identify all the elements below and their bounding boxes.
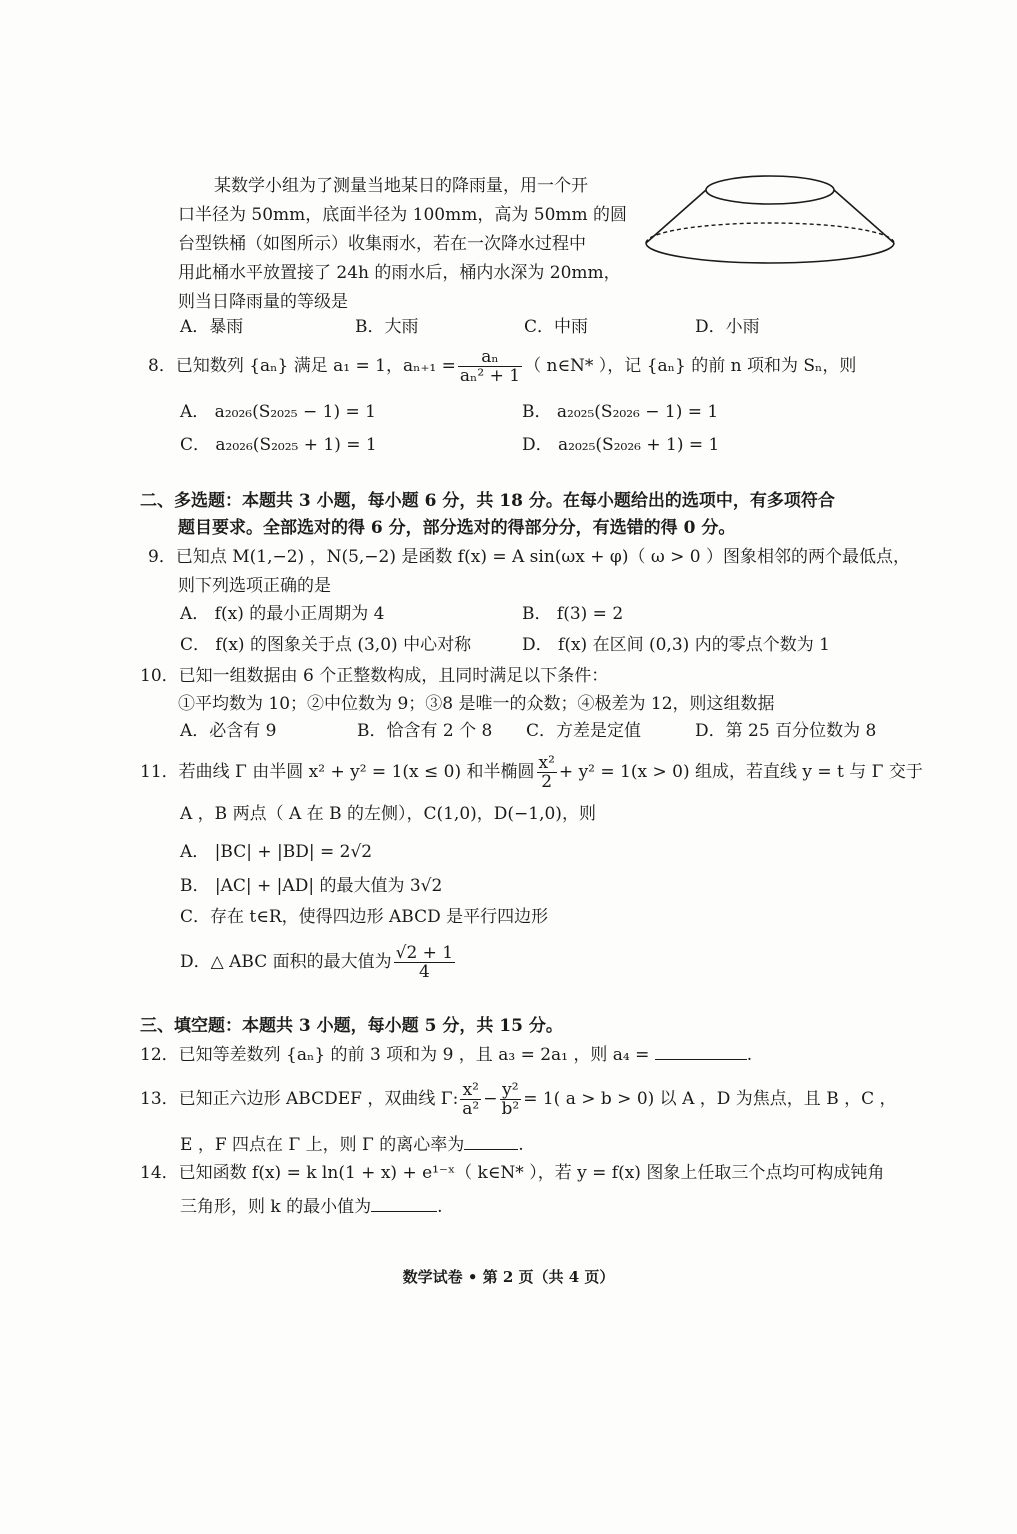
q10-option-c: C．方差是定值 — [526, 721, 642, 741]
frustum-bucket-figure — [640, 168, 900, 278]
section3-heading: 三、填空题：本题共 3 小题，每小题 5 分，共 15 分。 — [140, 1016, 563, 1036]
q10-option-b: B．恰含有 2 个 8 — [357, 721, 493, 741]
q12-line: 12．已知等差数列 {aₙ} 的前 3 项和为 9 ，且 a₃ = 2a₁ ，则 a₄ = . — [140, 1041, 752, 1069]
q7-stem-line-1: 某数学小组为了测量当地某日的降雨量，用一个开 — [214, 176, 588, 196]
q9-line-2: 则下列选项正确的是 — [178, 576, 331, 596]
q12-answer-blank — [655, 1041, 747, 1060]
q14-line-1: 14．已知函数 f(x) = k ln(1 + x) + e¹⁻ˣ（ k∈N* ），若 y = f(x) 图象上任取三个点均可构成钝角 — [140, 1163, 885, 1183]
q7-stem-line-5: 则当日降雨量的等级是 — [178, 292, 348, 312]
q7-option-b: B．大雨 — [355, 317, 419, 337]
q13-fraction-x: $\frac{\text{x²}}{\text{a²}}$ — [462, 1080, 480, 1119]
section2-heading-line-2: 题目要求。全部选对的得 6 分，部分选对的得部分分，有选错的得 0 分。 — [178, 518, 736, 538]
q10-option-d: D．第 25 百分位数为 8 — [695, 721, 877, 741]
q8-option-d: D． a₂₀₂₅(S₂₀₂₆ + 1) = 1 — [522, 435, 720, 455]
q9-option-d: D． f(x) 在区间 (0,3) 内的零点个数为 1 — [522, 635, 830, 655]
q11-option-c: C．存在 t∈R，使得四边形 ABCD 是平行四边形 — [180, 907, 549, 927]
q13-line-2: E ，F 四点在 Γ 上，则 Γ 的离心率为 . — [180, 1131, 524, 1159]
q11-ellipse-fraction: $\frac{\text{x²}}{2}$ — [538, 753, 555, 792]
q11-option-a: A． |BC| + |BD| = 2√2 — [180, 842, 373, 862]
q8-option-a: A． a₂₀₂₆(S₂₀₂₅ − 1) = 1 — [180, 402, 376, 422]
q7-stem-line-2: 口半径为 50mm，底面半径为 100mm，高为 50mm 的圆 — [178, 205, 628, 225]
q11-option-b: B． |AC| + |AD| 的最大值为 3√2 — [180, 876, 443, 896]
q7-stem-line-3: 台型铁桶（如图所示）收集雨水，若在一次降水过程中 — [178, 234, 586, 254]
q11-optd-fraction: $\frac{√2 + 1}{4}$ — [395, 943, 454, 982]
q11-line-1: 11．若曲线 Γ 由半圆 x² + y² = 1(x ≤ 0) 和半椭圆 $\frac{\text{x²}}{2}$ + y² = 1(x > 0) 组成，若直线 y = t 与 Γ 交于 — [140, 753, 923, 792]
q10-line-2: ①平均数为 10；②中位数为 9；③8 是唯一的众数；④极差为 12，则这组数据 — [178, 694, 775, 714]
q11-line-2: A ，B 两点（ A 在 B 的左侧），C(1,0)，D(−1,0)，则 — [180, 804, 596, 824]
q13-answer-blank — [464, 1131, 518, 1150]
q8-stem: 8．已知数列 {aₙ} 满足 a₁ = 1，aₙ₊₁ = $\frac{\text{aₙ}}{\text{aₙ² + 1}}$ （ n∈N* ），记 {aₙ} 的前 n 项和为 Sₙ，则 — [148, 347, 857, 386]
q14-line-2: 三角形，则 k 的最小值为 . — [180, 1193, 443, 1221]
q13-fraction-y: $\frac{\text{y²}}{\text{b²}}$ — [501, 1080, 520, 1119]
q10-line-1: 10．已知一组数据由 6 个正整数构成，且同时满足以下条件： — [140, 666, 609, 686]
q7-option-d: D．小雨 — [695, 317, 760, 337]
q9-option-b: B． f(3) = 2 — [522, 604, 624, 624]
section2-heading-line-1: 二、多选题：本题共 3 小题，每小题 6 分，共 18 分。在每小题给出的选项中，有多项符合 — [140, 491, 835, 511]
q14-answer-blank — [371, 1193, 437, 1212]
q9-line-1: 9．已知点 M(1,−2) ，N(5,−2) 是函数 f(x) = A sin(ωx + φ)（ ω > 0 ）图象相邻的两个最低点， — [148, 547, 910, 567]
page-footer: 数学试卷 • 第 2 页（共 4 页） — [402, 1268, 615, 1286]
q7-option-a: A．暴雨 — [180, 317, 244, 337]
q9-option-a: A． f(x) 的最小正周期为 4 — [180, 604, 385, 624]
q8-option-b: B． a₂₀₂₅(S₂₀₂₆ − 1) = 1 — [522, 402, 719, 422]
q10-option-a: A．必含有 9 — [180, 721, 277, 741]
q8-option-c: C． a₂₀₂₆(S₂₀₂₅ + 1) = 1 — [180, 435, 377, 455]
q7-option-c: C．中雨 — [524, 317, 589, 337]
q8-fraction: $\frac{\text{aₙ}}{\text{aₙ² + 1}}$ — [459, 347, 521, 386]
q13-line-1: 13．已知正六边形 ABCDEF ，双曲线 Γ: $\frac{\text{x²}}{\text{a²}}$ − $\frac{\text{y²}}{\text{b²}}$ = 1( a > b > 0) 以 A ，D 为焦点，且 B ，C ， — [140, 1080, 897, 1119]
q11-option-d: D．△ ABC 面积的最大值为 $\frac{√2 + 1}{4}$ — [180, 943, 454, 982]
q9-option-c: C． f(x) 的图象关于点 (3,0) 中心对称 — [180, 635, 472, 655]
q7-stem-line-4: 用此桶水平放置接了 24h 的雨水后，桶内水深为 20mm， — [178, 263, 621, 283]
